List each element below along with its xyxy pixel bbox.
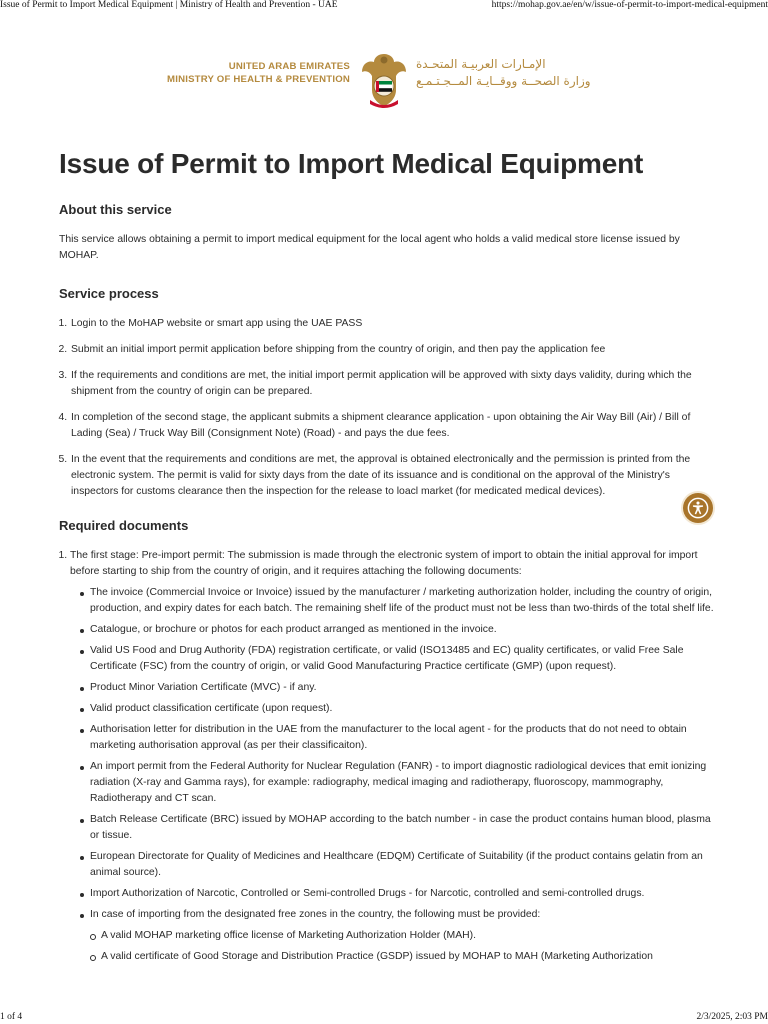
document-bullet-text: In case of importing from the designated free zones in the country, the following must be provided: xyxy=(90,909,541,920)
logo-en-line1: UNITED ARAB EMIRATES xyxy=(228,61,350,72)
document-bullet: Batch Release Certificate (BRC) issued by MOHAP according to the batch number - in case the product contains human blood, plasma or tissue. xyxy=(80,812,719,844)
page-title: Issue of Permit to Import Medical Equipment xyxy=(59,148,644,179)
process-step: 2. Submit an initial import permit application before shipping from the country of origin, and then pay the application fee xyxy=(70,342,719,358)
logo-ar-line2: وزارة الصحــة ووقــايـة المــجـتـمـع xyxy=(416,74,591,88)
uae-emblem-icon xyxy=(360,50,408,110)
process-step: 3. If the requirements and conditions are met, the initial import permit application will be approved with sixty days validity, during which the shipment from the country of origin can be prepared. xyxy=(70,368,719,400)
accessibility-icon xyxy=(687,497,709,519)
print-footer xyxy=(0,1010,768,1022)
process-heading: Service process xyxy=(59,286,159,301)
document-bullet: Authorisation letter for distribution in the UAE from the manufacturer to the local agent - for the products that do not need to obtain marketing authorisation approval (as per their classificaiton). xyxy=(80,722,719,754)
logo-english-text xyxy=(167,60,350,86)
print-header xyxy=(0,0,768,12)
print-header-url: https://mohap.gov.ae/en/w/issue-of-permit-to-import-medical-equipment xyxy=(491,0,768,10)
document-bullet: An import permit from the Federal Authority for Nuclear Regulation (FANR) - to import diagnostic radiological devices that emit ionizing radiation (X-ray and Gamma rays), for example: radiography, medical imaging and radiotherapy, fluoroscopy, mammography, Radiotherapy and CT scan. xyxy=(80,759,719,807)
documents-sub-list xyxy=(90,928,719,965)
document-bullet: Product Minor Variation Certificate (MVC) - if any. xyxy=(80,680,719,696)
documents-list xyxy=(59,548,719,965)
document-sub-bullet: A valid certificate of Good Storage and Distribution Practice (GSDP) issued by MOHAP to MAH (Marketing Authorization xyxy=(90,949,719,965)
logo-arabic-text xyxy=(416,56,591,90)
print-header-title: Issue of Permit to Import Medical Equipment | Ministry of Health and Prevention - UAE xyxy=(0,0,338,10)
process-step: 1. Login to the MoHAP website or smart app using the UAE PASS xyxy=(70,316,719,332)
document-bullet: Import Authorization of Narcotic, Controlled or Semi-controlled Drugs - for Narcotic, controlled and semi-controlled drugs. xyxy=(80,886,719,902)
document-bullet: The invoice (Commercial Invoice or Invoice) issued by the manufacturer / marketing authorization holder, including the country of origin, production, and expiry dates for each batch. The remaining shelf life of the product must not be less than two-thirds of the total shelf life. xyxy=(80,585,719,617)
page-number: 1 of 4 xyxy=(0,1012,23,1022)
document-bullet: European Directorate for Quality of Medicines and Healthcare (EDQM) Certificate of Suitability (if the product contains gelatin from an animal source). xyxy=(80,849,719,881)
process-steps-list xyxy=(59,316,719,500)
document-bullet xyxy=(80,907,719,965)
about-heading: About this service xyxy=(59,202,172,217)
documents-stage-item xyxy=(70,548,719,965)
accessibility-button[interactable] xyxy=(683,493,713,523)
process-step: 4. In completion of the second stage, the applicant submits a shipment clearance application - upon obtaining the Air Way Bill (Air) / Bill of Lading (Sea) / Truck Way Bill (Consignment Note) (Road) - and pays the due fees. xyxy=(70,410,719,442)
about-text: This service allows obtaining a permit to import medical equipment for the local agent who holds a valid medical store license issued by MOHAP. xyxy=(59,234,680,261)
print-datetime: 2/3/2025, 2:03 PM xyxy=(696,1012,768,1022)
documents-heading: Required documents xyxy=(59,518,189,533)
documents-bullet-list xyxy=(70,585,719,965)
document-bullet: Valid product classification certificate (upon request). xyxy=(80,701,719,717)
logo-en-line2: MINISTRY OF HEALTH & PREVENTION xyxy=(167,74,350,85)
document-sub-bullet: A valid MOHAP marketing office license of Marketing Authorization Holder (MAH). xyxy=(90,928,719,944)
main-content xyxy=(59,202,719,971)
document-bullet: Catalogue, or brochure or photos for each product arranged as mentioned in the invoice. xyxy=(80,622,719,638)
documents-stage1-text: The first stage: Pre-import permit: The submission is made through the electronic system of import to obtain the initial approval for import before starting to ship from the country of origin, and it requires attaching the following documents: xyxy=(70,550,698,577)
process-step: 5. In the event that the requirements and conditions are met, the approval is obtained electronically and the permission is printed from the electronic system. The permit is valid for sixty days from the date of its issuance and is conditional on the approval of the Ministry's inspectors for customs clearance then the inspection for the release to loacl market (for medicated medical devices). xyxy=(70,452,719,500)
document-bullet: Valid US Food and Drug Authority (FDA) registration certificate, or valid (ISO13485 and EC) quality certificates, or valid Free Sale Certificate (FSC) from the country of origin, or valid Good Manufacturing Practice certificate (GMP) (upon request). xyxy=(80,643,719,675)
ministry-logo[interactable] xyxy=(0,48,768,112)
logo-ar-line1: الإمـارات العربيـة المتحـدة xyxy=(416,57,546,71)
